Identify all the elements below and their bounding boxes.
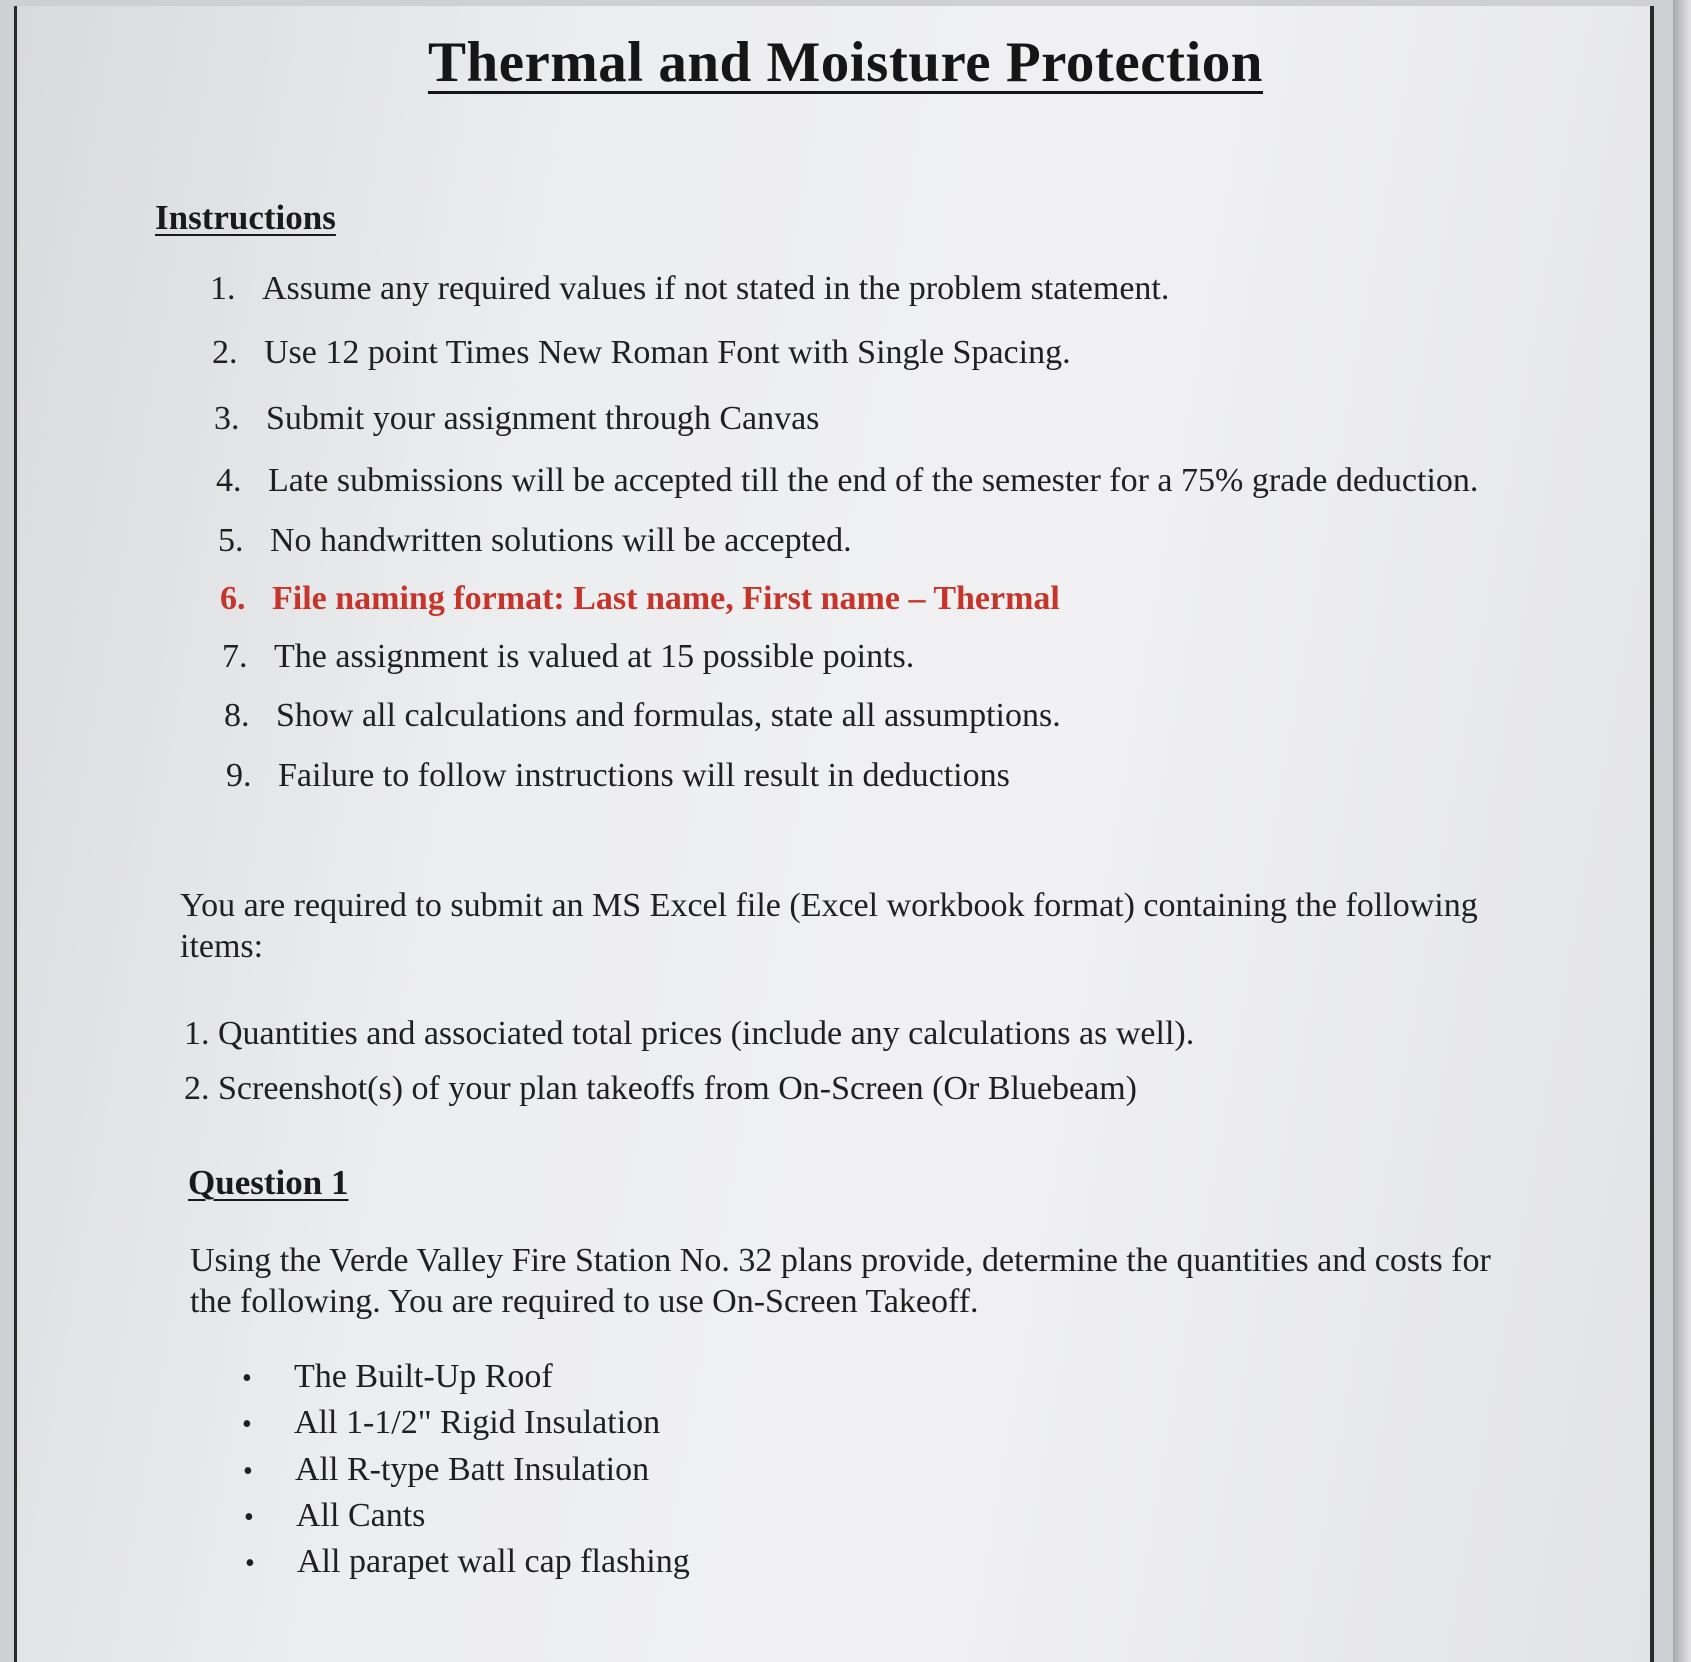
- question-heading: Question 1: [188, 1163, 349, 1202]
- bullet-icon: •: [245, 1548, 255, 1579]
- instruction-item: 4. Late submissions will be accepted till the end of the semester for a 75% grade deduction.: [216, 462, 1479, 499]
- submission-item: 1. Quantities and associated total prices (include any calculations as well).: [184, 1015, 1195, 1052]
- instruction-item: 7. The assignment is valued at 15 possible points.: [222, 638, 915, 675]
- monitor-bezel: [1673, 0, 1691, 1662]
- bullet-icon: •: [244, 1502, 254, 1533]
- bullet-item: • All R-type Batt Insulation: [243, 1451, 650, 1488]
- page-title: Thermal and Moisture Protection: [427, 31, 1264, 94]
- submission-item: 2. Screenshot(s) of your plan takeoffs from On-Screen (Or Bluebeam): [184, 1070, 1137, 1107]
- bullet-icon: •: [242, 1409, 252, 1440]
- instruction-item: 9. Failure to follow instructions will result in deductions: [226, 757, 1010, 794]
- bullet-item: • All Cants: [244, 1497, 426, 1534]
- instruction-item-highlighted: 6. File naming format: Last name, First name – Thermal: [220, 580, 1060, 617]
- bullet-item: • The Built-Up Roof: [242, 1358, 553, 1395]
- instruction-item: 5. No handwritten solutions will be accepted.: [218, 522, 852, 559]
- instruction-item: 3. Submit your assignment through Canvas: [214, 400, 820, 437]
- instruction-item: 2. Use 12 point Times New Roman Font with Single Spacing.: [212, 334, 1071, 371]
- instruction-item: 1. Assume any required values if not stated in the problem statement.: [210, 270, 1170, 307]
- bullet-icon: •: [242, 1363, 252, 1394]
- instruction-item: 8. Show all calculations and formulas, state all assumptions.: [224, 697, 1061, 734]
- bullet-item: • All parapet wall cap flashing: [245, 1543, 690, 1580]
- bullet-icon: •: [243, 1456, 253, 1487]
- bullet-item: • All 1-1/2" Rigid Insulation: [242, 1404, 661, 1441]
- question-text: Using the Verde Valley Fire Station No. 32 plans provide, determine the quantities and costs for the following. You are required to use On-Screen Takeoff.: [190, 1242, 1491, 1320]
- submission-intro: You are required to submit an MS Excel file (Excel workbook format) containing the following items:: [180, 887, 1478, 965]
- instructions-heading: Instructions: [155, 198, 336, 237]
